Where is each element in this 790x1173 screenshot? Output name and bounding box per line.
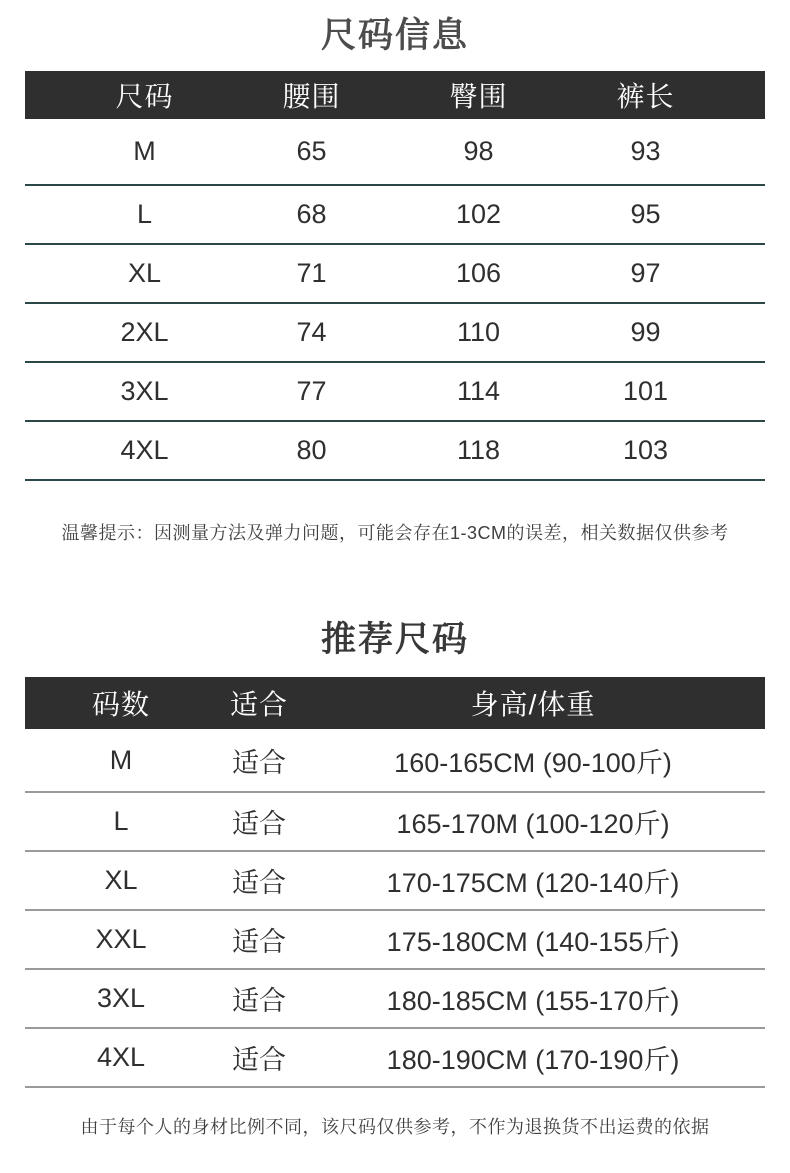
recommend-title: 推荐尺码 <box>320 620 469 659</box>
fit-cell: 适合 <box>232 809 286 839</box>
length-cell: 97 <box>630 258 661 288</box>
size-cell: L <box>136 199 153 229</box>
height-weight-cell: 180-185CM (155-170斤) <box>386 986 680 1016</box>
column-header-height-weight: 身高/体重 <box>470 689 596 720</box>
size-cell: 3XL <box>96 983 146 1013</box>
size-cell: L <box>113 806 129 836</box>
table-row <box>25 793 765 852</box>
length-cell: 95 <box>630 199 661 229</box>
table-row <box>25 245 765 304</box>
recommend-table <box>25 729 765 1088</box>
table-row <box>25 911 765 970</box>
fit-cell: 适合 <box>232 1045 286 1075</box>
length-cell: 99 <box>630 317 661 347</box>
size-cell: 4XL <box>120 435 169 465</box>
column-header-fit: 适合 <box>229 689 288 720</box>
column-header-size: 尺码 <box>115 81 174 112</box>
waist-cell: 77 <box>296 376 327 406</box>
fit-cell: 适合 <box>232 986 286 1016</box>
hip-cell: 98 <box>463 136 494 166</box>
length-cell: 101 <box>622 376 669 406</box>
column-header-length: 裤长 <box>616 81 675 112</box>
length-cell: 103 <box>622 435 669 465</box>
table-row <box>25 970 765 1029</box>
fit-cell: 适合 <box>232 747 286 778</box>
height-weight-cell: 180-190CM (170-190斤) <box>386 1045 680 1075</box>
size-cell: XL <box>127 258 162 288</box>
hip-cell: 118 <box>456 435 501 465</box>
waist-cell: 80 <box>296 435 327 465</box>
column-header-size-code: 码数 <box>91 689 150 720</box>
recommend-header-row <box>25 677 765 729</box>
column-header-hip: 臀围 <box>449 81 508 112</box>
hip-cell: 110 <box>456 317 501 347</box>
size-info-title: 尺码信息 <box>320 16 469 55</box>
waist-cell: 71 <box>296 258 327 288</box>
waist-cell: 65 <box>296 136 327 166</box>
hip-cell: 106 <box>455 258 502 288</box>
size-cell: XXL <box>95 924 147 954</box>
hip-cell: 114 <box>456 376 501 406</box>
table-row <box>25 422 765 481</box>
size-cell: M <box>133 136 156 166</box>
size-cell: 2XL <box>120 317 169 347</box>
fit-cell: 适合 <box>232 868 286 898</box>
height-weight-cell: 175-180CM (140-155斤) <box>386 927 680 957</box>
height-weight-cell: 165-170M (100-120斤) <box>396 809 670 839</box>
height-weight-cell: 160-165CM (90-100斤) <box>394 747 672 778</box>
size-info-table <box>25 119 765 481</box>
size-cell: M <box>109 744 133 775</box>
fit-cell: 适合 <box>232 927 286 957</box>
size-cell: 3XL <box>120 376 169 406</box>
hip-cell: 102 <box>455 199 502 229</box>
table-row <box>25 304 765 363</box>
table-row <box>25 186 765 245</box>
waist-cell: 74 <box>296 317 327 347</box>
table-row <box>25 1029 765 1088</box>
waist-cell: 68 <box>296 199 327 229</box>
column-header-waist: 腰围 <box>282 81 341 112</box>
table-row <box>25 119 765 186</box>
size-info-header-row <box>25 71 765 119</box>
disclaimer-note: 由于每个人的身材比例不同，该尺码仅供参考，不作为退换货不出运费的依据 <box>80 1117 710 1137</box>
size-cell: XL <box>104 865 138 895</box>
table-row <box>25 363 765 422</box>
length-cell: 93 <box>630 136 661 166</box>
table-row <box>25 729 765 793</box>
size-cell: 4XL <box>96 1042 146 1072</box>
height-weight-cell: 170-175CM (120-140斤) <box>386 868 680 898</box>
table-row <box>25 852 765 911</box>
measurement-note: 温馨提示：因测量方法及弹力问题，可能会存在1-3CM的误差，相关数据仅供参考 <box>61 523 729 543</box>
